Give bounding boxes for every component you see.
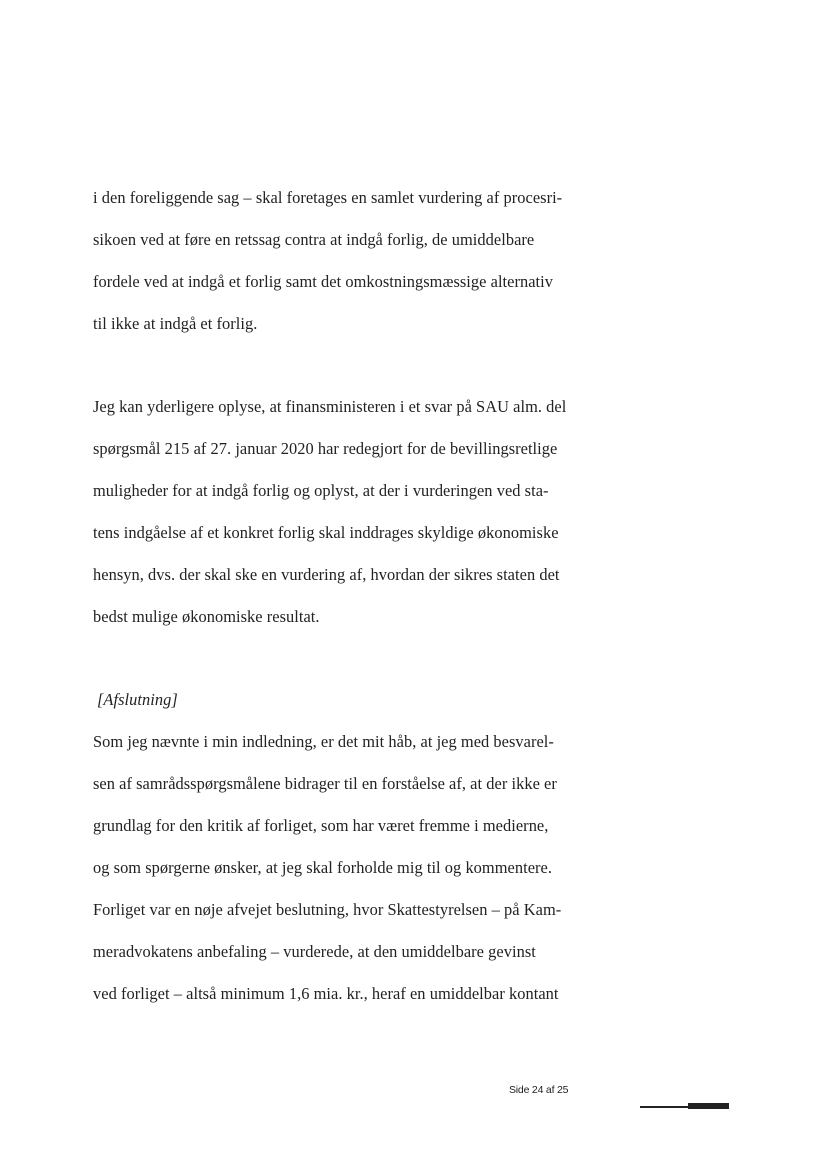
text-line: til ikke at indgå et forlig. [93, 314, 258, 333]
footer-rule [640, 1103, 729, 1109]
text-line: og som spørgerne ønsker, at jeg skal forholde mig til og kommentere. [93, 858, 553, 877]
text-line: i den foreliggende sag – skal foretages en samlet vurdering af procesri- [93, 188, 563, 207]
text-line: tens indgåelse af et konkret forlig skal inddrages skyldige økonomiske [93, 523, 559, 542]
text-line: Jeg kan yderligere oplyse, at finansministeren i et svar på SAU alm. del [93, 397, 567, 416]
section-heading: [Afslutning] [97, 690, 178, 709]
page-number: Side 24 af 25 [509, 1084, 569, 1096]
text-line: hensyn, dvs. der skal ske en vurdering af, hvordan der sikres staten det [93, 565, 560, 584]
text-line: grundlag for den kritik af forliget, som har været fremme i medierne, [93, 816, 549, 835]
text-line: spørgsmål 215 af 27. januar 2020 har redegjort for de bevillingsretlige [93, 439, 558, 458]
text-line: bedst mulige økonomiske resultat. [93, 607, 320, 626]
text-line: ved forliget – altså minimum 1,6 mia. kr., heraf en umiddelbar kontant [93, 984, 559, 1003]
text-line: fordele ved at indgå et forlig samt det omkostningsmæssige alternativ [93, 272, 554, 291]
text-line: sen af samrådsspørgsmålene bidrager til en forståelse af, at der ikke er [93, 774, 557, 793]
footer-rule-thin [640, 1106, 690, 1108]
text-line: meradvokatens anbefaling – vurderede, at den umiddelbare gevinst [93, 942, 536, 961]
footer-rule-thick [688, 1103, 729, 1109]
text-line: Som jeg nævnte i min indledning, er det mit håb, at jeg med besvarel- [93, 732, 554, 751]
text-line: muligheder for at indgå forlig og oplyst, at der i vurderingen ved sta- [93, 481, 549, 500]
text-line: sikoen ved at føre en retssag contra at indgå forlig, de umiddelbare [93, 230, 535, 249]
text-line: Forliget var en nøje afvejet beslutning, hvor Skattestyrelsen – på Kam- [93, 900, 562, 919]
